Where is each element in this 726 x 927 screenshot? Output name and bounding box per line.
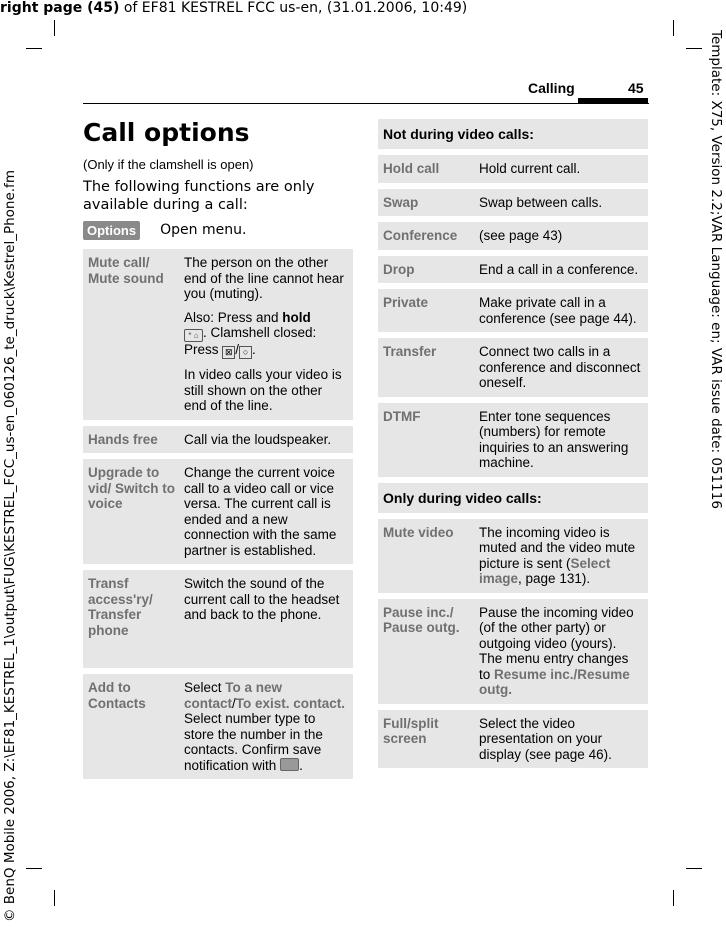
crop-mark bbox=[686, 868, 702, 869]
video-options-table bbox=[378, 119, 648, 774]
table-row bbox=[378, 403, 648, 477]
table-row bbox=[83, 459, 353, 564]
table-row bbox=[378, 289, 648, 332]
crop-mark bbox=[673, 20, 674, 36]
row-key: Mute call/ Mute sound bbox=[88, 255, 164, 286]
text-run: Also: Press and bbox=[184, 309, 283, 325]
text-run: , page 131). bbox=[518, 571, 591, 586]
row-key: Hands free bbox=[88, 431, 158, 447]
menu-ref: Select image bbox=[479, 555, 611, 586]
row-value bbox=[479, 525, 643, 587]
row-key: Conference bbox=[383, 228, 458, 243]
section-heading: Only during video calls: bbox=[378, 483, 648, 513]
row-key: Pause inc./ Pause outg. bbox=[383, 604, 460, 635]
row-value: Switch the sound of the current call to the headset and back to the phone. bbox=[184, 576, 340, 622]
side-left-copyright: © BenQ Mobile 2006, Z:\EF81_KESTREL_1\output\FUG\KESTREL_FCC_us-en_060126_te_druck\Kestrel_Phone.fm bbox=[2, 170, 18, 922]
crop-mark bbox=[54, 20, 55, 36]
row-value: End a call in a conference. bbox=[479, 261, 639, 277]
row-value: Swap between calls. bbox=[479, 194, 603, 210]
row-key: Add to Contacts bbox=[88, 680, 146, 711]
row-value bbox=[184, 680, 348, 773]
print-header-file: of EF81 KESTREL FCC us-en, (31.01.2006, 10:49) bbox=[119, 0, 468, 16]
table-row bbox=[378, 189, 648, 217]
print-header bbox=[0, 0, 467, 16]
table-row bbox=[378, 155, 648, 183]
text-run: . Clamshell closed: Press bbox=[184, 325, 317, 357]
intro-note: (Only if the clamshell is open) bbox=[83, 157, 254, 172]
row-key: Swap bbox=[383, 194, 419, 210]
options-softkey: Options bbox=[83, 221, 140, 240]
crop-mark bbox=[673, 890, 674, 906]
menu-ref: To exist. contact. bbox=[235, 695, 346, 711]
row-key: DTMF bbox=[383, 408, 421, 424]
row-value: Change the current voice call to a video call or vice versa. The current call is ended and a new connection with the same partner is established. bbox=[184, 465, 337, 558]
table-row bbox=[378, 256, 648, 284]
print-header-page: right page (45) bbox=[0, 0, 120, 16]
menu-ref: Resume inc./Resume outg. bbox=[479, 666, 630, 697]
row-paragraph: In video calls your video is still shown on the other end of the line. bbox=[184, 367, 342, 413]
page-title: Call options bbox=[83, 118, 250, 147]
row-value: (see page 43) bbox=[479, 228, 563, 243]
crop-mark bbox=[26, 48, 42, 49]
row-key: Transf access'ry/ Transfer phone bbox=[88, 576, 153, 638]
side-right-template: Template: X75, Version 2.2;VAR Language: en; VAR issue date: 051116 bbox=[708, 30, 724, 509]
table-row bbox=[83, 570, 353, 668]
table-row bbox=[378, 710, 648, 769]
table-row bbox=[83, 249, 353, 420]
text-bold: hold bbox=[282, 309, 311, 325]
table-row bbox=[378, 222, 648, 250]
row-value bbox=[184, 255, 348, 414]
row-value: Select the video presentation on your display (see page 46). bbox=[479, 715, 612, 762]
text-run: Select number type to store the number in the contacts. Confirm save notification with bbox=[184, 711, 323, 773]
side-key-icon: ⊠ bbox=[222, 346, 235, 359]
row-key: Hold call bbox=[383, 161, 440, 176]
row-paragraph: The person on the other end of the line cannot hear you (muting). bbox=[184, 255, 344, 301]
row-value: Hold current call. bbox=[479, 161, 581, 176]
row-value bbox=[479, 605, 643, 698]
header-rule bbox=[83, 103, 649, 104]
row-key: Transfer bbox=[383, 344, 437, 359]
row-value: Call via the loudspeaker. bbox=[184, 431, 332, 447]
text-run: . bbox=[252, 342, 256, 357]
row-key: Private bbox=[383, 295, 429, 310]
softkey-icon bbox=[280, 758, 299, 771]
table-row bbox=[378, 599, 648, 704]
text-run: / bbox=[232, 695, 236, 711]
row-key: Drop bbox=[383, 261, 415, 277]
table-row bbox=[83, 674, 353, 779]
row-value: Connect two calls in a conference and disconnect oneself. bbox=[479, 344, 641, 390]
row-value: Make private call in a conference (see page 44). bbox=[479, 295, 637, 326]
running-head-title: Calling bbox=[528, 80, 575, 96]
menu-ref: To a new contact bbox=[184, 680, 283, 711]
page-number: 45 bbox=[628, 80, 644, 96]
options-row bbox=[83, 220, 246, 240]
call-options-table bbox=[83, 249, 353, 785]
crop-mark bbox=[26, 868, 42, 869]
text-run: Select bbox=[184, 680, 226, 695]
text-run: The incoming video is muted and the video mute picture is sent ( bbox=[479, 524, 636, 571]
text-run: Pause the incoming video (of the other party) or outgoing video (yours). The menu entry changes to bbox=[479, 604, 634, 682]
section-heading: Not during video calls: bbox=[378, 119, 648, 149]
intro-text: The following functions are only available during a call: bbox=[83, 179, 315, 213]
row-key: Mute video bbox=[383, 524, 454, 540]
row-key: Upgrade to vid/ Switch to voice bbox=[88, 465, 176, 511]
row-paragraph: Also: Press and hold * ⌂ . Clamshell closed: Press ⊠ / ○ . bbox=[184, 309, 317, 357]
camera-key-icon: ○ bbox=[239, 346, 252, 359]
table-row bbox=[378, 519, 648, 593]
row-key: Full/split screen bbox=[383, 715, 439, 746]
table-row bbox=[83, 426, 353, 454]
crop-mark bbox=[54, 890, 55, 906]
text-run: . bbox=[299, 757, 303, 773]
star-key-icon: * ⌂ bbox=[184, 329, 203, 342]
crop-mark bbox=[686, 48, 702, 49]
table-row bbox=[378, 338, 648, 397]
row-value: Enter tone sequences (numbers) for remote inquiries to an answering machine. bbox=[479, 408, 629, 470]
options-desc: Open menu. bbox=[160, 222, 247, 238]
